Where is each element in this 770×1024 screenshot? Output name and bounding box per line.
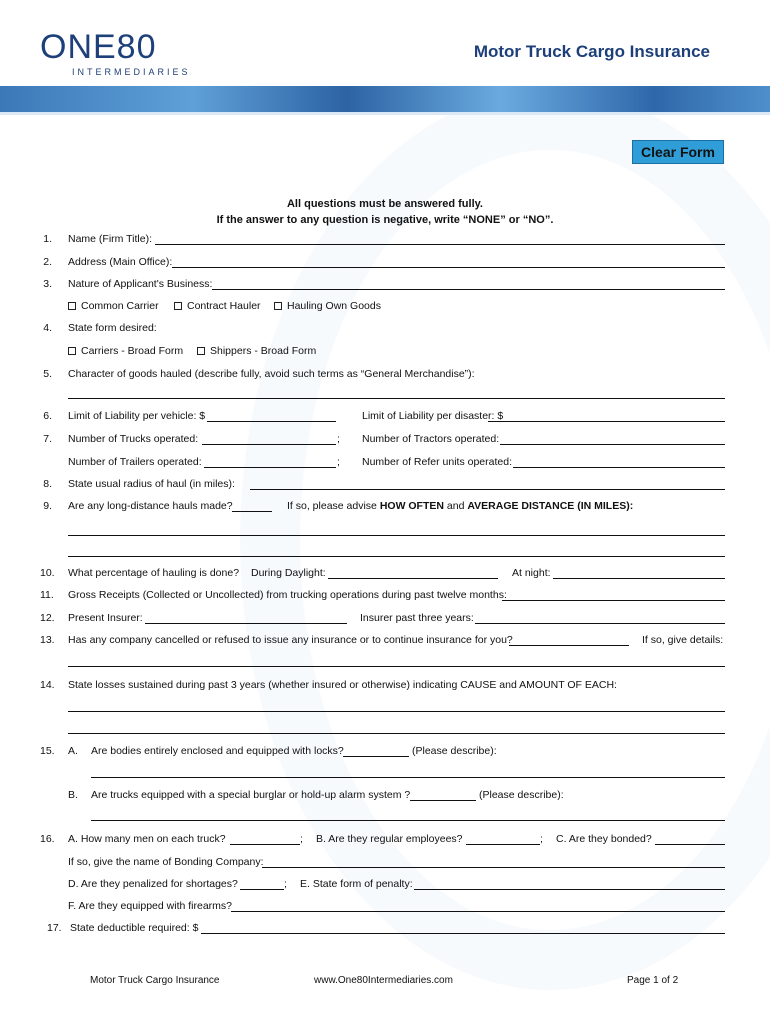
separator: ;	[337, 456, 340, 468]
question-label: Are trucks equipped with a special burglar or hold-up alarm system ?	[91, 789, 411, 801]
question-label: Limit of Liability per vehicle: $	[68, 410, 206, 422]
daylight-percentage-field[interactable]	[328, 567, 498, 579]
question-label: Address (Main Office):	[68, 256, 173, 268]
footer-website: www.One80Intermediaries.com	[314, 975, 453, 986]
question-number: 16.	[40, 833, 55, 845]
question-number: 4.	[43, 322, 52, 334]
question-text: and	[446, 500, 465, 512]
trucks-operated-field[interactable]	[202, 433, 336, 445]
option-label: Contract Hauler	[187, 300, 261, 312]
question-label: State losses sustained during past 3 years (whether insured or otherwise) indicating CAUSE and AMOUNT OF EACH:	[68, 679, 617, 691]
question-number: 1.	[43, 233, 52, 245]
haul-radius-field[interactable]	[250, 478, 725, 490]
deductible-field[interactable]	[201, 922, 725, 934]
common-carrier-option[interactable]	[68, 298, 159, 314]
separator: ;	[337, 433, 340, 445]
question-label: Character of goods hauled (describe fully, avoid such terms as “General Merchandise”):	[68, 368, 475, 380]
question-label: Number of Tractors operated:	[362, 433, 500, 445]
question-label: Gross Receipts (Collected or Uncollected) from trucking operations during past twelve months:	[68, 589, 507, 601]
question-number: 13.	[40, 634, 55, 646]
haul-frequency-field-1[interactable]	[68, 535, 725, 536]
men-per-truck-field[interactable]	[230, 833, 300, 845]
night-percentage-field[interactable]	[553, 567, 725, 579]
instructions-line-2: If the answer to any question is negative, write “NONE” or “NO”.	[216, 214, 554, 226]
business-nature-field[interactable]	[212, 278, 725, 290]
sub-question-letter: B.	[68, 789, 78, 801]
checkbox[interactable]	[274, 302, 282, 310]
question-label: State usual radius of haul (in miles):	[68, 478, 235, 490]
checkbox[interactable]	[197, 347, 205, 355]
separator: ;	[540, 833, 543, 845]
question-label: Insurer past three years:	[360, 612, 474, 624]
question-label: B. Are they regular employees?	[316, 833, 463, 845]
separator: ;	[284, 878, 287, 890]
checkbox[interactable]	[174, 302, 182, 310]
option-label: Hauling Own Goods	[287, 300, 381, 312]
question-number: 7.	[43, 433, 52, 445]
question-label: During Daylight:	[251, 567, 326, 579]
question-number: 12.	[40, 612, 55, 624]
losses-field-1[interactable]	[68, 711, 725, 712]
option-label: Carriers - Broad Form	[81, 345, 184, 357]
shortage-penalty-field[interactable]	[240, 878, 284, 890]
contract-hauler-option[interactable]	[174, 298, 261, 314]
question-label: If so, give details:	[642, 634, 724, 646]
shippers-broad-form-option[interactable]	[197, 343, 316, 359]
question-number: 15.	[40, 745, 55, 757]
goods-description-field[interactable]	[68, 398, 725, 399]
question-number: 2.	[43, 256, 52, 268]
question-number: 10.	[40, 567, 55, 579]
question-label: E. State form of penalty:	[300, 878, 413, 890]
refer-units-field[interactable]	[513, 456, 725, 468]
long-distance-hauls-field[interactable]	[232, 500, 272, 512]
checkbox[interactable]	[68, 302, 76, 310]
question-number: 6.	[43, 410, 52, 422]
question-label: C. Are they bonded?	[556, 833, 652, 845]
bodies-description-field[interactable]	[91, 777, 725, 778]
page-number: Page 1 of 2	[627, 975, 679, 986]
gross-receipts-field[interactable]	[502, 589, 725, 601]
emphasis: HOW OFTEN	[379, 500, 444, 512]
question-label: State deductible required: $	[70, 922, 199, 934]
question-label: What percentage of hauling is done?	[68, 567, 240, 579]
trailers-operated-field[interactable]	[204, 456, 336, 468]
question-label: Number of Refer units operated:	[362, 456, 512, 468]
question-label: (Please describe):	[479, 789, 564, 801]
option-label: Common Carrier	[81, 300, 159, 312]
question-label: F. Are they equipped with firearms?	[68, 900, 233, 912]
question-number: 5.	[43, 368, 52, 380]
question-label	[287, 498, 633, 514]
separator: ;	[300, 833, 303, 845]
page-footer	[0, 975, 770, 991]
question-label: D. Are they penalized for shortages?	[68, 878, 238, 890]
footer-title: Motor Truck Cargo Insurance	[90, 975, 220, 986]
firearms-field[interactable]	[231, 900, 725, 912]
present-insurer-field[interactable]	[145, 612, 347, 624]
document-title: Motor Truck Cargo Insurance	[473, 42, 710, 61]
haul-frequency-field-2[interactable]	[68, 556, 725, 557]
question-text: If so, please advise	[287, 500, 377, 512]
hauling-own-goods-option[interactable]	[274, 298, 381, 314]
question-label: (Please describe):	[412, 745, 497, 757]
question-label: Present Insurer:	[68, 612, 143, 624]
logo-wordmark: ONE80	[40, 28, 157, 66]
bonded-field[interactable]	[655, 833, 725, 845]
cancelled-insurance-field[interactable]	[509, 634, 629, 646]
clear-form-button[interactable]: Clear Form	[632, 140, 724, 164]
regular-employees-field[interactable]	[466, 833, 540, 845]
question-label: A. How many men on each truck?	[68, 833, 226, 845]
bonding-company-field[interactable]	[262, 856, 725, 868]
question-number: 14.	[40, 679, 55, 691]
option-label: Shippers - Broad Form	[210, 345, 317, 357]
past-insurer-field[interactable]	[475, 612, 725, 624]
liability-per-vehicle-field[interactable]	[207, 410, 336, 422]
question-number: 9.	[43, 500, 52, 512]
question-label: Are any long-distance hauls made?	[68, 500, 233, 512]
carriers-broad-form-option[interactable]	[68, 343, 183, 359]
firm-name-field[interactable]	[155, 233, 725, 245]
question-number: 8.	[43, 478, 52, 490]
checkbox[interactable]	[68, 347, 76, 355]
tractors-operated-field[interactable]	[500, 433, 725, 445]
cancellation-details-field[interactable]	[68, 666, 725, 667]
alarm-system-field[interactable]	[410, 789, 476, 801]
liability-per-disaster-field[interactable]	[488, 410, 725, 422]
question-label: Number of Trucks operated:	[68, 433, 199, 445]
question-number: 11.	[40, 589, 54, 601]
question-label: Nature of Applicant's Business:	[68, 278, 213, 290]
sub-question-letter: A.	[68, 745, 78, 757]
alarm-description-field[interactable]	[91, 820, 725, 821]
penalty-form-field[interactable]	[414, 878, 725, 890]
question-label: State form desired:	[68, 322, 157, 334]
instructions-line-1: All questions must be answered fully.	[286, 198, 483, 210]
bodies-enclosed-field[interactable]	[343, 745, 409, 757]
question-label: Are bodies entirely enclosed and equipped with locks?	[91, 745, 344, 757]
question-label: At night:	[512, 567, 551, 579]
question-number: 3.	[43, 278, 52, 290]
question-label: Name (Firm Title):	[68, 233, 152, 245]
emphasis: AVERAGE DISTANCE (IN MILES):	[467, 500, 634, 512]
question-label: Has any company cancelled or refused to issue any insurance or to continue insurance for you?	[68, 634, 513, 646]
question-label: If so, give the name of Bonding Company:	[68, 856, 264, 868]
question-label: Limit of Liability per disaster: $	[362, 410, 504, 422]
logo-subtitle: INTERMEDIARIES	[72, 67, 191, 77]
address-field[interactable]	[172, 256, 725, 268]
question-number: 17.	[47, 922, 62, 934]
question-label: Number of Trailers operated:	[68, 456, 202, 468]
losses-field-2[interactable]	[68, 733, 725, 734]
